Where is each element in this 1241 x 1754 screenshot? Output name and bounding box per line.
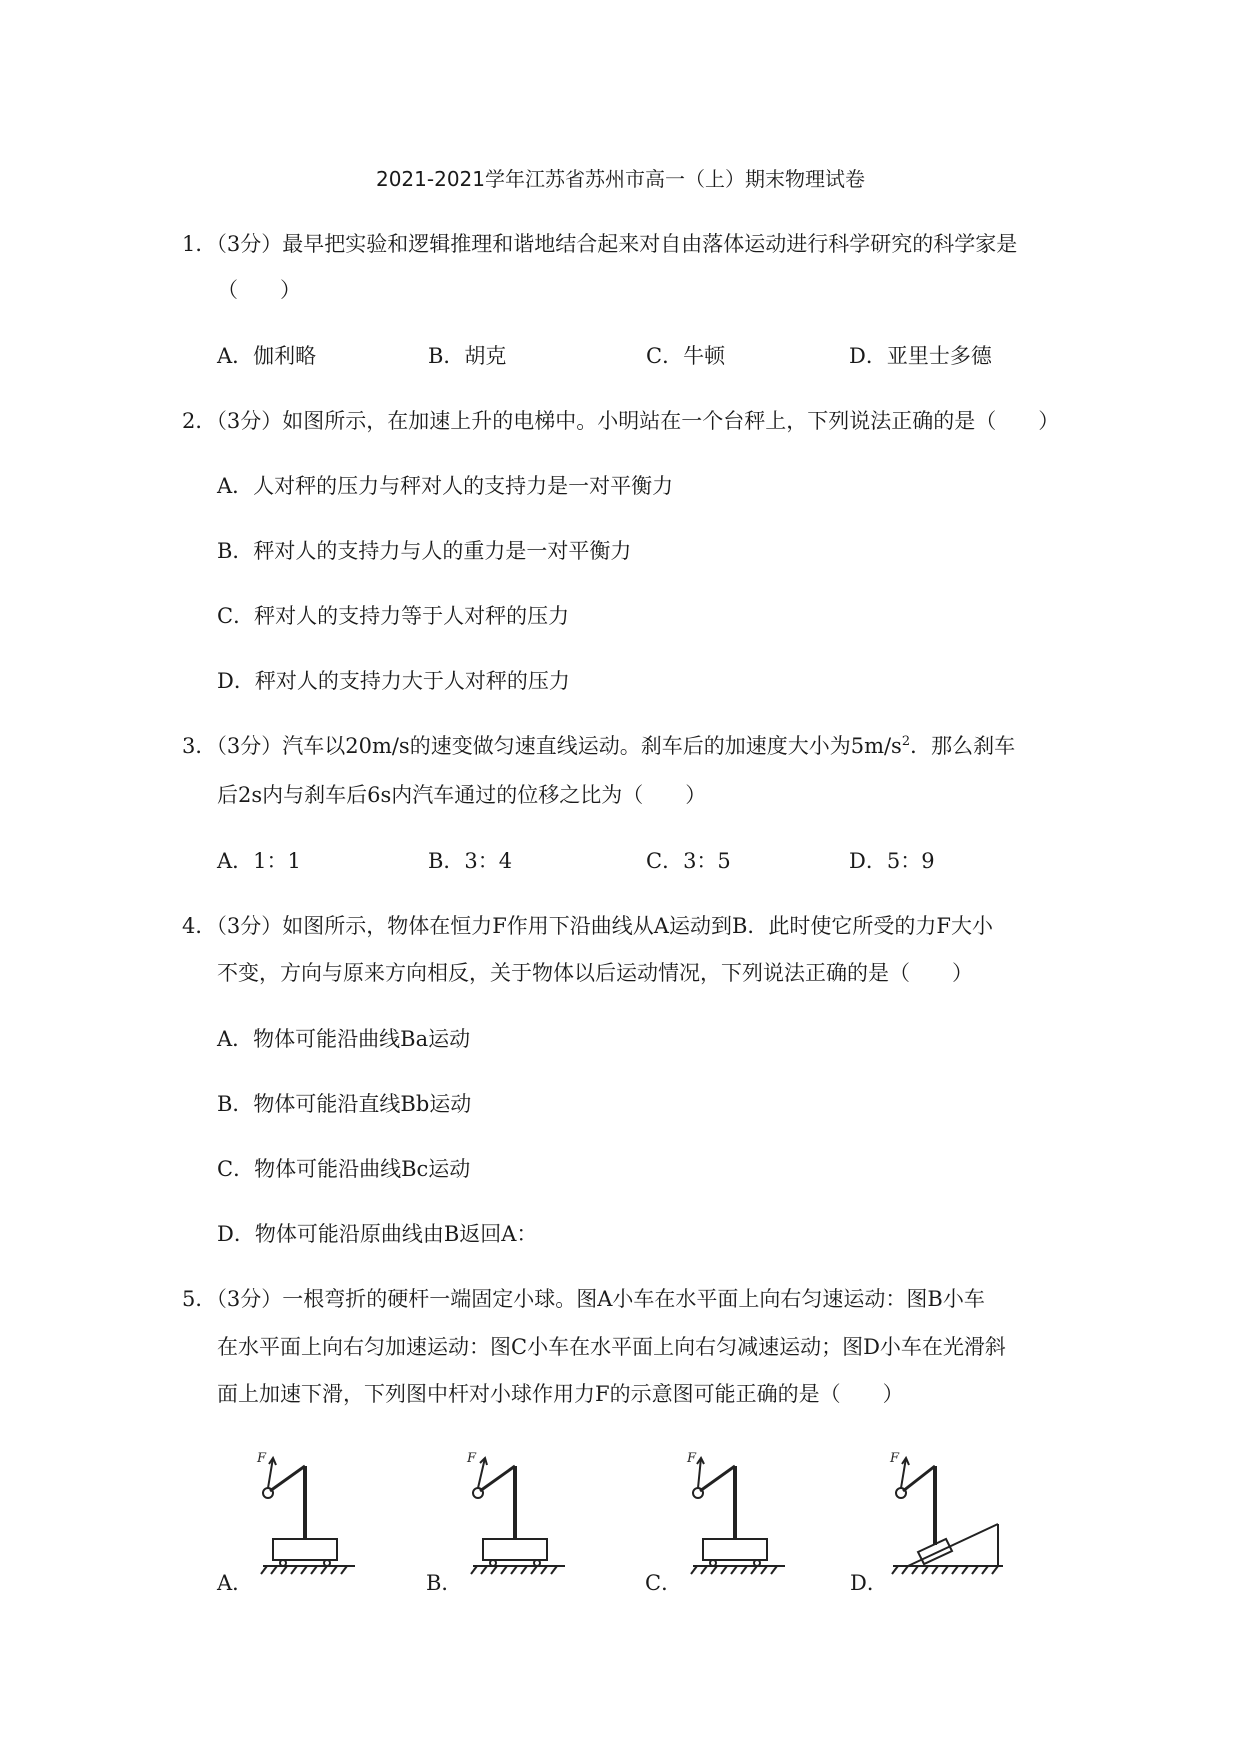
q5-figure-b xyxy=(465,1448,575,1598)
q3-option-b: B．3：4 xyxy=(428,849,513,873)
q5-stem-line2: 在水平面上向右匀加速运动：图C小车在水平面上向右匀减速运动；图D小车在光滑斜 xyxy=(217,1335,1006,1359)
q5-figure-d-force-label: F xyxy=(890,1451,900,1466)
q3-stem-line1 xyxy=(182,730,1015,760)
q5-figure-d-label: D． xyxy=(850,1571,888,1595)
q1-option-a: A．伽利略 xyxy=(217,344,317,368)
q1-stem-line1: 1．（3分）最早把实验和逻辑推理和谐地结合起来对自由落体运动进行科学研究的科学家是 xyxy=(182,232,1018,256)
q2-option-a: A．人对秤的压力与秤对人的支持力是一对平衡力 xyxy=(217,474,674,498)
q2-option-d: D．秤对人的支持力大于人对秤的压力 xyxy=(217,669,570,693)
exam-title: 2021-2021学年江苏省苏州市高一（上）期末物理试卷 xyxy=(375,167,865,191)
q1-option-d: D．亚里士多德 xyxy=(849,344,992,368)
q1-option-b: B．胡克 xyxy=(428,344,507,368)
q3-stem-line1-text: 3．（3分）汽车以20m/s的速变做匀速直线运动。刹车后的加速度大小为5m/s xyxy=(182,734,902,758)
q5-figure-a-force-label: F xyxy=(257,1451,267,1466)
q5-figure-c-label: C． xyxy=(645,1571,683,1595)
q5-figure-a-label: A． xyxy=(217,1571,254,1595)
q4-option-a: A．物体可能沿曲线Ba运动 xyxy=(217,1027,471,1051)
q4-option-b: B．物体可能沿直线Bb运动 xyxy=(217,1092,472,1116)
q3-stem-line1-tail: ．那么刹车 xyxy=(910,734,1016,758)
q5-figure-d xyxy=(888,1448,1008,1598)
q3-option-d: D．5：9 xyxy=(849,849,935,873)
q5-figure-c xyxy=(685,1448,795,1598)
q5-figure-b-force-label: F xyxy=(467,1451,477,1466)
q2-option-b: B．秤对人的支持力与人的重力是一对平衡力 xyxy=(217,539,632,563)
q1-stem-line2: （ ） xyxy=(217,278,301,302)
q3-superscript: 2 xyxy=(901,734,911,749)
q3-stem-line2: 后2s内与刹车后6s内汽车通过的位移之比为（ ） xyxy=(217,783,707,807)
q2-option-c: C．秤对人的支持力等于人对秤的压力 xyxy=(217,604,570,628)
q4-stem-line1: 4．（3分）如图所示，物体在恒力F作用下沿曲线从A运动到B．此时使它所受的力F大小 xyxy=(182,914,993,938)
q1-options xyxy=(217,340,1037,370)
q4-option-c: C．物体可能沿曲线Bc运动 xyxy=(217,1157,471,1181)
q5-stem-line3: 面上加速下滑，下列图中杆对小球作用力F的示意图可能正确的是（ ） xyxy=(217,1382,904,1406)
q5-stem-line1: 5．（3分）一根弯折的硬杆一端固定小球。图A小车在水平面上向右匀速运动：图B小车 xyxy=(182,1287,985,1311)
q1-option-c: C．牛顿 xyxy=(646,344,726,368)
q4-stem-line2: 不变，方向与原来方向相反，关于物体以后运动情况，下列说法正确的是（ ） xyxy=(217,961,973,985)
q3-option-c: C．3：5 xyxy=(646,849,731,873)
q5-figure-b-label: B． xyxy=(426,1571,463,1595)
q2-stem: 2．（3分）如图所示，在加速上升的电梯中。小明站在一个台秤上，下列说法正确的是（ ） xyxy=(182,409,1060,433)
q5-figure-a xyxy=(255,1448,365,1598)
q3-option-a: A．1：1 xyxy=(217,849,301,873)
q4-option-d: D．物体可能沿原曲线由B返回A： xyxy=(217,1222,538,1246)
q5-figure-c-force-label: F xyxy=(687,1451,697,1466)
q3-options xyxy=(217,845,1037,875)
